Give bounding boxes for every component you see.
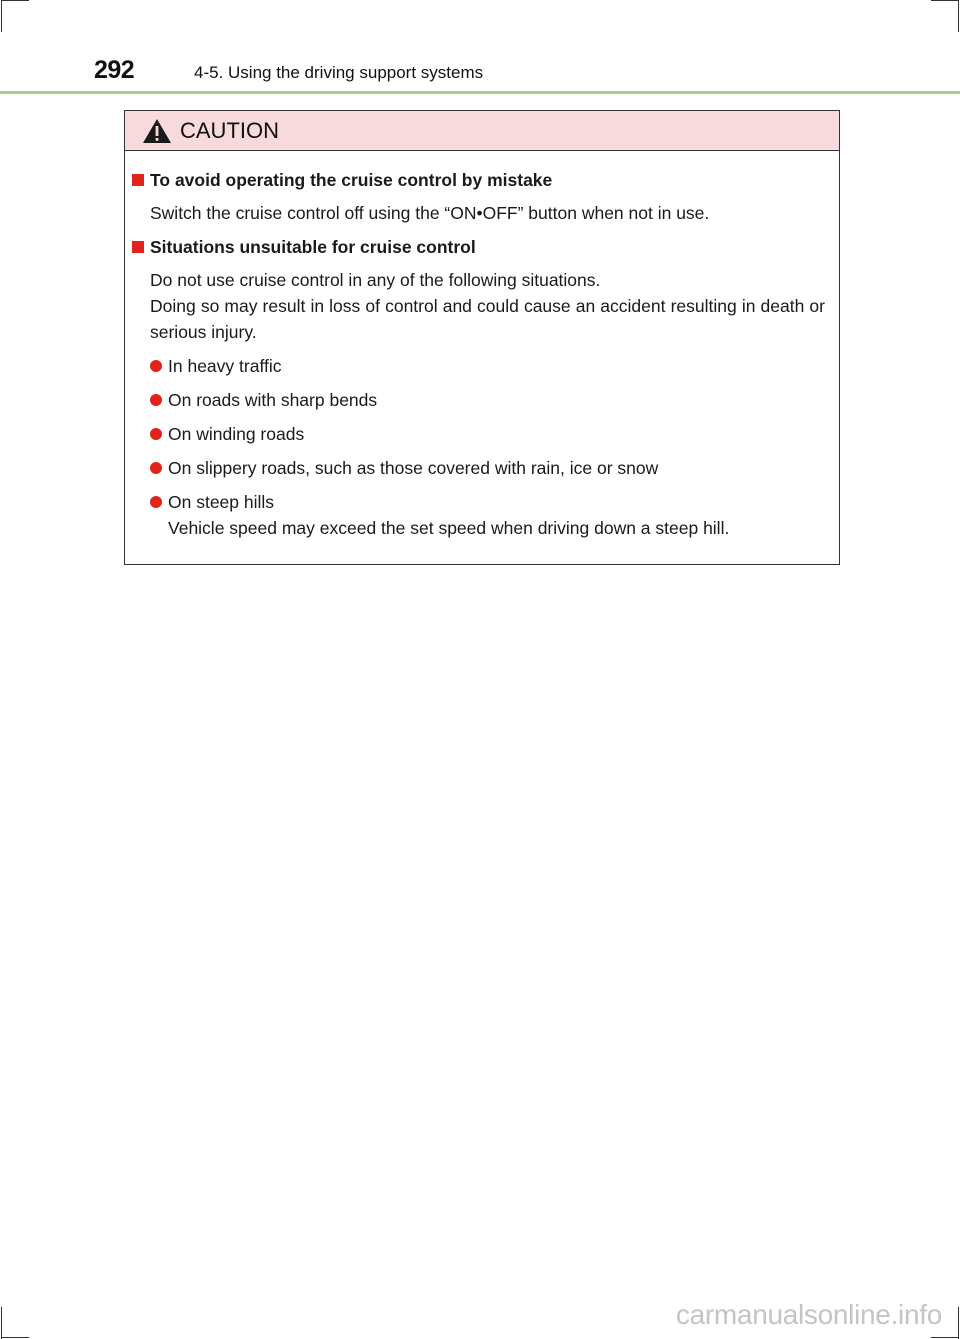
list-item <box>132 489 825 541</box>
list-item-text: In heavy traffic <box>168 356 282 376</box>
round-bullet-icon <box>150 428 162 440</box>
section-heading-text: Situations unsuitable for cruise control <box>150 237 476 257</box>
list-item-content <box>168 489 729 541</box>
list-item-text: On winding roads <box>168 424 305 444</box>
watermark: carmanualsonline.info <box>675 1299 942 1330</box>
caution-label: CAUTION <box>180 117 279 143</box>
section-heading <box>132 167 825 193</box>
caution-header <box>125 111 839 151</box>
paragraph-line: Doing so may result in loss of control and could cause an accident resulting in death or serious injury. <box>150 296 825 342</box>
paragraph <box>132 267 825 345</box>
list-item <box>132 353 825 379</box>
square-bullet-icon <box>132 174 144 186</box>
page-header <box>0 0 960 94</box>
list-item <box>132 455 825 481</box>
bullet-list <box>132 353 825 541</box>
caution-box <box>124 110 840 565</box>
round-bullet-icon <box>150 360 162 372</box>
caution-body <box>125 151 839 541</box>
warning-triangle-icon <box>142 118 172 144</box>
crop-mark-bottom-left <box>1 1337 29 1338</box>
page-number: 292 <box>94 56 135 84</box>
section-heading-text: To avoid operating the cruise control by mistake <box>150 170 553 190</box>
list-item <box>132 421 825 447</box>
round-bullet-icon <box>150 496 162 508</box>
list-item-text: On steep hills <box>168 492 275 512</box>
list-item-text: On slippery roads, such as those covered with rain, ice or snow <box>168 458 659 478</box>
list-item-subtext: Vehicle speed may exceed the set speed when driving down a steep hill. <box>168 518 730 538</box>
crop-mark-bottom-right <box>958 1307 959 1339</box>
crop-mark-bottom-left <box>1 1307 2 1339</box>
header-rule <box>0 91 960 94</box>
paragraph-line: Do not use cruise control in any of the following situations. <box>150 270 601 290</box>
section-heading <box>132 234 825 260</box>
square-bullet-icon <box>132 241 144 253</box>
round-bullet-icon <box>150 394 162 406</box>
section-title: 4-5. Using the driving support systems <box>194 63 484 82</box>
paragraph: Switch the cruise control off using the “ON•OFF” button when not in use. <box>150 203 710 223</box>
list-item <box>132 387 825 413</box>
list-item-text: On roads with sharp bends <box>168 390 378 410</box>
round-bullet-icon <box>150 462 162 474</box>
crop-mark-bottom-right <box>931 1337 959 1338</box>
